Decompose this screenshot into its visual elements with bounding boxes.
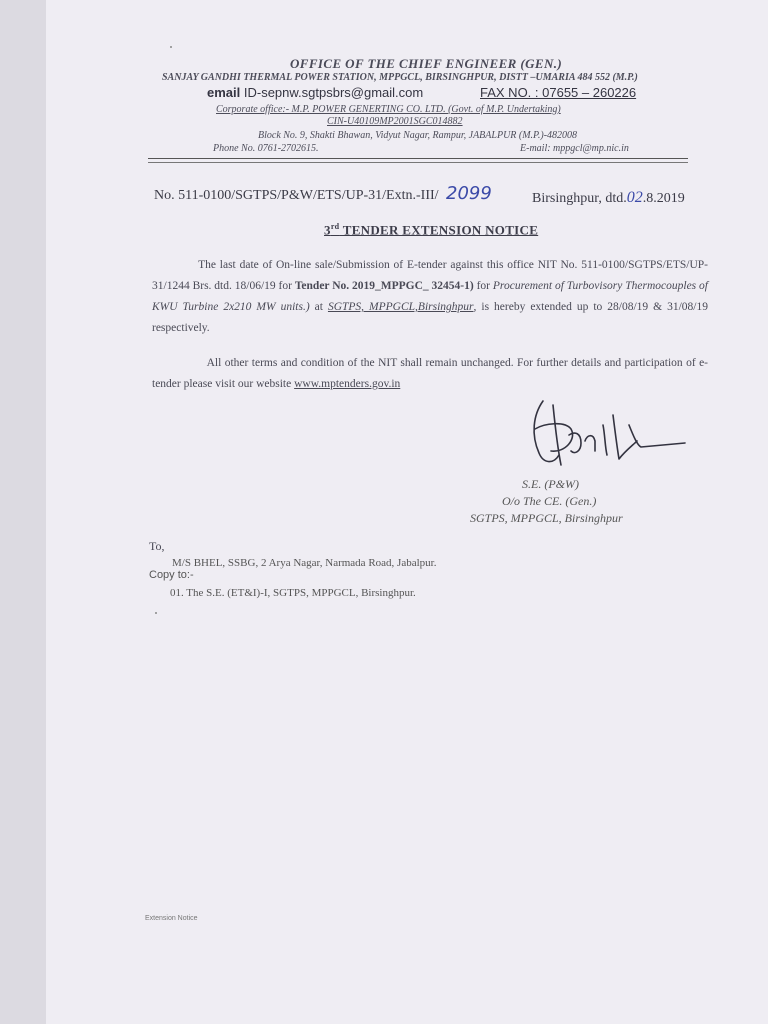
notice-ordinal: 3 [324, 222, 331, 238]
document-page [46, 0, 768, 1024]
fax-number: FAX NO. : 07655 – 260226 [480, 85, 637, 100]
notice-ordinal-suffix: rd [330, 222, 340, 231]
copy-to-label: Copy to:- [149, 569, 194, 581]
corporate-office: Corporate office:- M.P. POWER GENERTING CO. LTD. (Govt. of M.P. Undertaking) [216, 104, 561, 115]
email-value: ID-sepnw.sgtpsbrs@gmail.com [240, 85, 424, 100]
corporate-email: E-mail: mppgcl@mp.nic.in [520, 143, 629, 154]
tender-location: SGTPS, MPPGCL,Birsinghpur [327, 301, 474, 313]
place-label: Birsinghpur, dtd. [532, 191, 627, 206]
speck [155, 612, 157, 614]
office-title: OFFICE OF THE CHIEF ENGINEER (GEN.) [290, 56, 563, 71]
paragraph-text: All other terms and condition of the NIT shall remain unchanged. For further details and participation of e-tender please visit our website [152, 357, 709, 390]
footer-label: Extension Notice [145, 915, 198, 922]
body-paragraph-1 [152, 255, 708, 339]
paragraph-text: at [309, 301, 328, 313]
signatory-office: O/o The CE. (Gen.) [502, 494, 597, 508]
reference-number: No. 511-0100/SGTPS/P&W/ETS/UP-31/Extn.-III/ [154, 188, 439, 203]
to-label: To, [149, 539, 165, 553]
date-suffix: .8.2019 [642, 191, 685, 206]
station-name: SANJAY GANDHI THERMAL POWER STATION, MPPGCL, BIRSINGHPUR, DISTT –UMARIA 484 552 (M.P.) [162, 72, 638, 83]
paragraph-text: for [473, 280, 493, 292]
handwritten-dispatch-number: 2099 [446, 183, 492, 204]
signatory-organisation: SGTPS, MPPGCL, Birsinghpur [470, 511, 623, 525]
place-date [532, 189, 685, 207]
speck [170, 46, 172, 48]
handwritten-signature [525, 395, 695, 475]
phone-number: Phone No. 0761-2702615. [213, 143, 319, 154]
header-divider-thin [148, 162, 688, 163]
corporate-address: Block No. 9, Shakti Bhawan, Vidyut Nagar, Rampur, JABALPUR (M.P.)-482008 [258, 130, 578, 141]
body-paragraph-2 [152, 353, 708, 395]
signatory-designation: S.E. (P&W) [522, 477, 579, 491]
notice-title [324, 222, 538, 238]
header-divider [148, 158, 688, 159]
copy-recipient-1: 01. The S.E. (ET&I)-I, SGTPS, MPPGCL, Birsinghpur. [170, 587, 416, 599]
tender-number: Tender No. 2019_MPPGC_ 32454-1) [294, 280, 474, 292]
paragraph-text: The last date of On-line sale/Submission of E-tender against this office NIT No. 511-0100/SGTPS/ETS/UP-31/1244 Brs. dtd. 18/06/19 for [152, 259, 708, 292]
office-email [207, 85, 423, 100]
addressee: M/S BHEL, SSBG, 2 Arya Nagar, Narmada Road, Jabalpur. [172, 557, 437, 569]
email-label: email [207, 85, 241, 100]
cin-number: CIN-U40109MP2001SGC014882 [327, 116, 463, 127]
handwritten-day: 02 [626, 189, 643, 206]
tender-subject: Procurement of Turbovisory Thermocouples of KWU Turbine 2x210 MW units.) [152, 280, 708, 313]
notice-title-text: TENDER EXTENSION NOTICE [339, 222, 539, 238]
website-link[interactable]: www.mptenders.gov.in [294, 378, 401, 390]
paragraph-text: , is hereby extended up to 28/08/19 & 31/08/19 respectively. [152, 301, 708, 334]
page-shadow [0, 0, 46, 1024]
